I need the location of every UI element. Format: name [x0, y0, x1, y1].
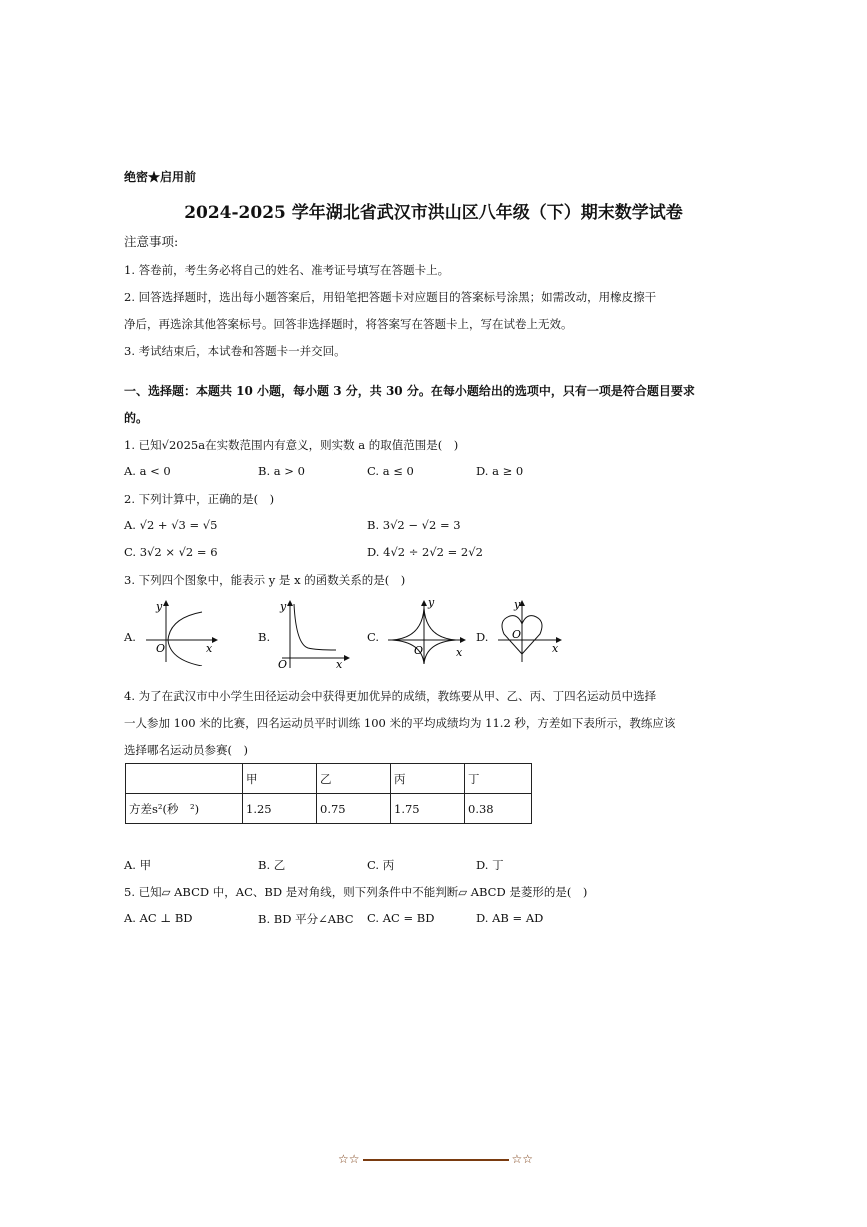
section-heading-cont: 的。 — [124, 411, 149, 425]
origin-label: O — [278, 658, 288, 670]
question-4-stem-cont: 一人参加 100 米的比赛，四名运动员平时训练 100 米的平均成绩均为 11.2 秒，方差如下表所示，教练应该 — [124, 716, 676, 730]
section-heading: 一、选择题：本题共 10 小题，每小题 3 分，共 30 分。在每小题给出的选项中，只有一项是符合题目要求 — [124, 384, 695, 398]
q1-option-a: A. a < 0 — [124, 464, 171, 478]
page-footer — [338, 1152, 533, 1166]
q3-graph-b — [272, 596, 352, 670]
note-item: 净后，再选涂其他答案标号。回答非选择题时，将答案写在答题卡上，写在试卷上无效。 — [124, 317, 573, 331]
q4-option-c: C. 丙 — [367, 858, 395, 872]
q4-option-d: D. 丁 — [476, 858, 504, 872]
note-item: 1. 答卷前，考生务必将自己的姓名、准考证号填写在答题卡上。 — [124, 263, 450, 277]
q5-option-b: B. BD 平分∠ABC — [258, 912, 354, 926]
q2-option-a: A. √2 + √3 = √5 — [124, 518, 218, 532]
q3-label-a: A. — [124, 630, 136, 644]
origin-label: O — [512, 628, 522, 641]
y-axis-label: y — [156, 600, 163, 613]
table-row — [126, 794, 532, 824]
variance-table — [125, 763, 532, 824]
y-axis-label: y — [428, 596, 435, 609]
q3-graph-a — [140, 596, 220, 666]
q2-option-d: D. 4√2 ÷ 2√2 = 2√2 — [367, 545, 483, 559]
question-3-stem: 3. 下列四个图象中，能表示 y 是 x 的函数关系的是( ) — [124, 573, 406, 587]
footer-stars-left: ☆☆ — [338, 1152, 360, 1166]
y-axis-label: y — [514, 598, 521, 611]
q2-option-c: C. 3√2 × √2 = 6 — [124, 545, 218, 559]
footer-stars-right: ☆☆ — [511, 1152, 534, 1166]
table-header-cell: 丁 — [465, 764, 532, 794]
question-4-stem-cont: 选择哪名运动员参赛( ) — [124, 743, 248, 757]
notes-heading: 注意事项: — [124, 234, 179, 249]
q3-label-d: D. — [476, 630, 489, 644]
q2-option-b: B. 3√2 − √2 = 3 — [367, 518, 461, 532]
table-header-row — [126, 764, 532, 794]
q5-option-d: D. AB = AD — [476, 911, 544, 925]
q4-option-b: B. 乙 — [258, 858, 286, 872]
table-header-cell: 丙 — [391, 764, 465, 794]
q1-option-c: C. a ≤ 0 — [367, 464, 414, 478]
q4-option-a: A. 甲 — [124, 858, 152, 872]
note-item: 2. 回答选择题时，选出每小题答案后，用铅笔把答题卡对应题目的答案标号涂黑；如需改动，用橡皮擦干 — [124, 290, 657, 304]
table-cell: 0.75 — [317, 794, 391, 824]
table-cell: 1.75 — [391, 794, 465, 824]
q1-option-b: B. a > 0 — [258, 464, 305, 478]
question-2-stem: 2. 下列计算中，正确的是( ) — [124, 492, 275, 506]
footer-divider — [363, 1159, 509, 1161]
question-5-stem: 5. 已知▱ ABCD 中，AC、BD 是对角线，则下列条件中不能判断▱ ABCD 是菱形的是( ) — [124, 885, 588, 899]
table-header-cell: 甲 — [243, 764, 317, 794]
table-header-cell — [126, 764, 243, 794]
table-cell: 1.25 — [243, 794, 317, 824]
origin-label: O — [156, 642, 166, 655]
question-1-stem: 1. 已知√2025a在实数范围内有意义，则实数 a 的取值范围是( ) — [124, 438, 459, 452]
y-axis-label: y — [280, 600, 287, 613]
q3-graph-d — [494, 596, 566, 666]
confidential-mark: 绝密★启用前 — [124, 170, 197, 184]
page-title: 2024-2025 学年湖北省武汉市洪山区八年级（下）期末数学试卷 — [184, 203, 683, 223]
origin-label: O — [414, 644, 424, 657]
q3-label-b: B. — [258, 630, 271, 644]
x-axis-label: x — [456, 646, 463, 659]
q3-label-c: C. — [367, 630, 380, 644]
question-4-stem: 4. 为了在武汉市中小学生田径运动会中获得更加优异的成绩，教练要从甲、乙、丙、丁四名运动员中选择 — [124, 689, 657, 703]
q3-graph-c — [384, 596, 470, 666]
table-row-label: 方差s²(秒 ²) — [126, 794, 243, 824]
note-item: 3. 考试结束后，本试卷和答题卡一并交回。 — [124, 344, 346, 358]
table-header-cell: 乙 — [317, 764, 391, 794]
x-axis-label: x — [552, 642, 559, 655]
q1-option-d: D. a ≥ 0 — [476, 464, 524, 478]
q5-option-c: C. AC = BD — [367, 911, 435, 925]
table-cell: 0.38 — [465, 794, 532, 824]
q5-option-a: A. AC ⊥ BD — [124, 911, 193, 925]
x-axis-label: x — [336, 658, 343, 670]
x-axis-label: x — [206, 642, 213, 655]
